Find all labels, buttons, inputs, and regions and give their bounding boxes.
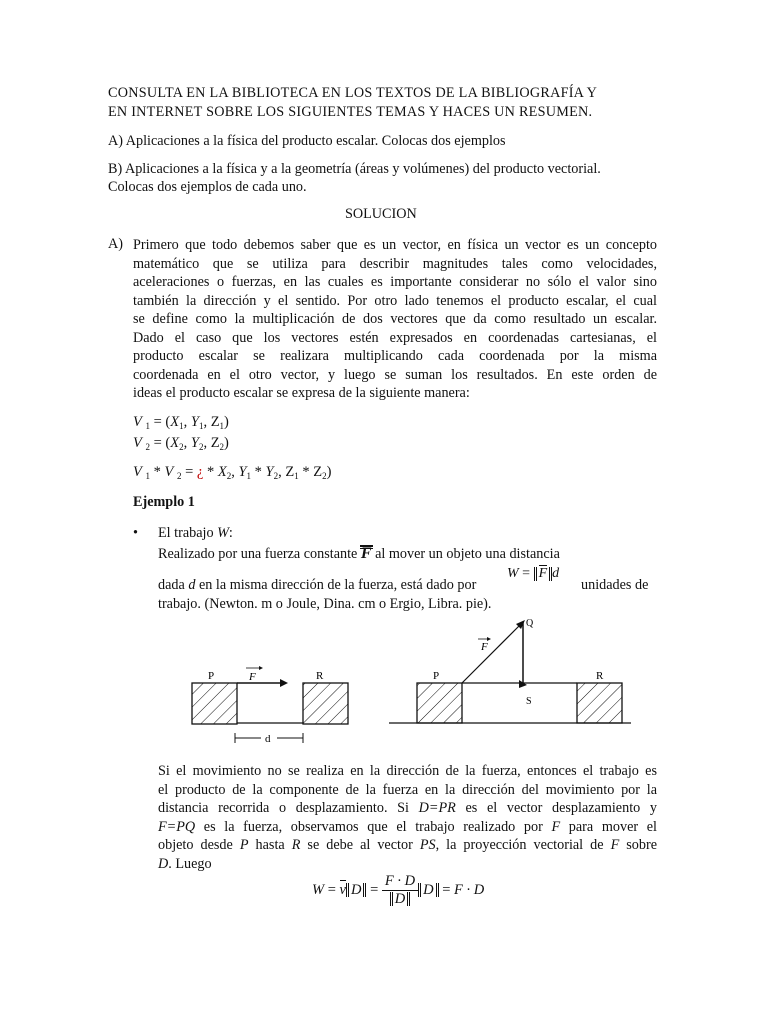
label-p-left: P (208, 670, 215, 682)
paragraph-2 (158, 762, 657, 873)
question-b-line-1: B) Aplicaciones a la física y a la geometría (áreas y volúmenes) del producto vectorial. (108, 161, 601, 177)
section-a-line: Dado el caso que los vectores estén expresados en coordenadas cartesianas, el (133, 329, 657, 346)
header-line-1: CONSULTA EN LA BIBLIOTECA EN LOS TEXTOS DE LA BIBLIOGRAFÍA Y (108, 85, 598, 101)
paragraph-2-line: distancia recorrida o desplazamiento. Si D=PR es el vector desplazamiento y (158, 800, 657, 816)
block-r-right (577, 683, 622, 723)
label-r-left: R (316, 670, 324, 682)
paragraph-2-line: D. Luego (158, 855, 212, 872)
solution-title: SOLUCION (345, 206, 417, 222)
example-1-line-3: dada d en la misma dirección de la fuerza, está dado por (158, 577, 477, 593)
block-p-right (417, 683, 462, 723)
label-d: d (265, 733, 271, 745)
label-q: Q (526, 618, 534, 629)
section-a-line: Primero que todo debemos saber que es un vector, en física un vector es un concepto (133, 237, 657, 253)
work-diagram (185, 612, 635, 747)
force-vector-pq (462, 624, 521, 683)
section-a-last-line: ideas el producto escalar se expresa de la siguiente manera: (133, 385, 470, 401)
formula-v1: V $_1 = (X_1$, $Y_1$, $Z_1$) (133, 414, 229, 431)
header-line-2: EN INTERNET SOBRE LOS SIGUIENTES TEMAS Y HACES UN RESUMEN. (108, 104, 593, 120)
label-r-right: R (596, 670, 604, 682)
arrow-head-icon (280, 679, 288, 687)
question-a: A) Aplicaciones a la física del producto escalar. Colocas dos ejemplos (108, 133, 506, 149)
formula-v2: V $_2 = (X_2$, $Y_2$, $Z_2$) (133, 435, 229, 452)
force-vector-symbol: F (360, 545, 372, 562)
section-a-paragraph (133, 236, 657, 403)
block-p-left (192, 683, 237, 724)
label-f-right: F (481, 641, 488, 653)
label-s: S (526, 696, 532, 707)
example-1-item: El trabajo W: (158, 525, 233, 541)
bullet-icon: • (133, 525, 138, 541)
label-f-left: F (249, 671, 256, 683)
paragraph-2-line: Si el movimiento no se realiza en la dirección de la fuerza, entonces el trabajo es (158, 763, 657, 779)
unknown-glyph: ¿ (196, 464, 204, 480)
section-a-line: coordenada en el otro vector, y luego se suman los resultados. En este orden de (133, 366, 657, 383)
label-p-right: P (433, 670, 440, 682)
section-a-line: aceleraciones o fuerzas, en las cuales es importante considerar no sólo el valor sino (133, 274, 657, 290)
section-a-marker: A) (108, 236, 123, 252)
paragraph-2-line: el producto de la componente de la fuerza en la dirección del movimiento por la (158, 781, 657, 798)
example-1-line-4: trabajo. (Newton. m o Joule, Dina. cm o Ergio, Libra. pie). (158, 596, 492, 612)
example-1-line-3-tail: unidades de (581, 577, 649, 593)
example-1-line-2: Realizado por una fuerza constante F al mover un objeto una distancia (158, 545, 560, 562)
paragraph-2-line: F=PQ es la fuerza, observamos que el trabajo realizado por F para mover el (158, 818, 657, 835)
question-b-line-2: Colocas dos ejemplos de cada uno. (108, 179, 307, 195)
work-formula: W = F d (507, 566, 560, 581)
section-a-line: también la dirección y el sentido. Por otro lado tenemos el producto escalar, el cual (133, 292, 657, 309)
final-formula: W = v D = $\frac{F \cdot D}{D}$ D = F · D (312, 873, 485, 907)
right-diagram (389, 618, 631, 723)
left-diagram (192, 666, 348, 745)
paragraph-2-line: objeto desde P hasta R se debe al vector PS, la proyección vectorial de F sobre (158, 837, 658, 853)
section-a-line: se define como la multiplicación de dos vectores que da como resultado un escalar. (133, 311, 657, 327)
section-a-line: matemático que se utiliza para describir magnitudes tales como velocidades, (133, 255, 657, 272)
example-1-title: Ejemplo 1 (133, 494, 195, 510)
section-a-line: producto escalar se realizara multiplicando cada coordenada por la misma (133, 348, 657, 364)
block-r-left (303, 683, 348, 724)
formula-dot-product: V $_1$ * V $_2$ = ¿ * $X_2$, $Y_1 * Y_2$, $Z_1 * Z_2$) (133, 464, 332, 481)
